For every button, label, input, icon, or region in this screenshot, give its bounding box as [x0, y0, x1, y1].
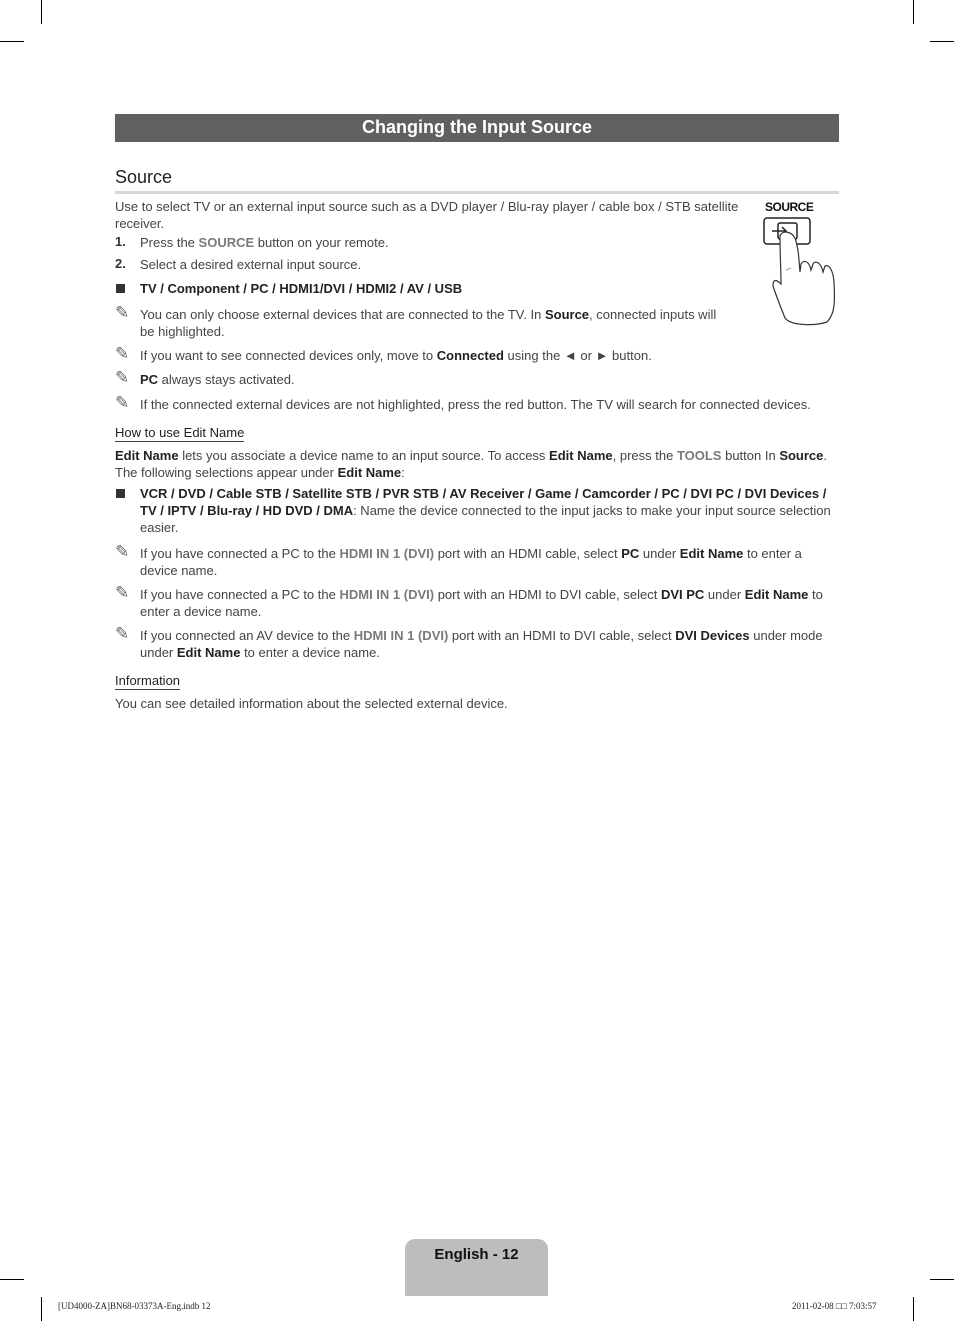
crop-mark [930, 1279, 954, 1280]
note-icon: ✎ [115, 583, 130, 602]
print-slug-left: [UD4000-ZA]BN68-03373A-Eng.indb 12 [58, 1301, 211, 1311]
crop-mark [913, 0, 914, 24]
subheading-edit-name: How to use Edit Name [115, 425, 245, 440]
note-text: If the connected external devices are not highlighted, press the red button. The TV will search for connected devices. [140, 397, 811, 412]
step-pre: Press the [140, 235, 199, 250]
note-text: If you connected an AV device to the HDMI IN 1 (DVI) port with an HDMI to DVI cable, select DVI Devices under mode under Edit Name to enter a device name. [140, 628, 823, 660]
intro-text [115, 198, 738, 232]
step-number: 1. [115, 234, 126, 249]
remote-source-illustration [755, 198, 845, 330]
note-text: If you have connected a PC to the HDMI IN 1 (DVI) port with an HDMI cable, select PC under Edit Name to enter a device name. [140, 546, 802, 578]
edit-name-paragraph: Edit Name lets you associate a device name to an input source. To access Edit Name, press the TOOLS button In Source. The following selections appear under Edit Name: [115, 448, 828, 480]
device-list: VCR / DVD / Cable STB / Satellite STB / PVR STB / AV Receiver / Game / Camcorder / PC / DVI PC / DVI Devices / TV / IPTV / Blu-ray / HD DVD / DMA: Name the device connected to the input jacks to make your input source selection easier. [140, 486, 831, 535]
step-post: button on your remote. [254, 235, 389, 250]
section-title: Source [115, 167, 839, 194]
print-slug-right: 2011-02-08 □□ 7:03:57 [792, 1301, 877, 1311]
crop-mark [0, 1279, 24, 1280]
step-text: Select a desired external input source. [140, 257, 362, 272]
page-title-bar: Changing the Input Source [115, 114, 839, 142]
note-text: If you want to see connected devices only, move to Connected using the ◄ or ► button. [140, 348, 652, 363]
step-text [140, 234, 389, 251]
crop-mark [41, 0, 42, 24]
note-icon: ✎ [115, 344, 130, 363]
source-list: TV / Component / PC / HDMI1/DVI / HDMI2 / AV / USB [140, 281, 463, 296]
bullet-square [116, 489, 125, 498]
remote-source-label: SOURCE [765, 200, 814, 214]
page-number-tab: English - 12 [405, 1239, 548, 1296]
information-text: You can see detailed information about the selected external device. [115, 696, 508, 711]
note-icon: ✎ [115, 368, 130, 387]
subheading-information: Information [115, 673, 181, 688]
note-icon: ✎ [115, 393, 130, 412]
note-text: PC always stays activated. [140, 372, 295, 387]
note-icon: ✎ [115, 542, 130, 561]
note-icon: ✎ [115, 303, 130, 322]
crop-mark [0, 41, 24, 42]
bullet-square [116, 284, 125, 293]
crop-mark [913, 1297, 914, 1321]
intro-line-1: Use to select TV or an external input source such as a DVD player / Blu-ray player / cable box / STB satellite [115, 199, 739, 214]
note-text: You can only choose external devices that are connected to the TV. In Source, connected inputs will be highlighted. [140, 307, 717, 339]
source-key: SOURCE [198, 235, 255, 250]
intro-line-2: receiver. [115, 216, 165, 231]
step-number: 2. [115, 256, 126, 271]
crop-mark [41, 1297, 42, 1321]
note-icon: ✎ [115, 624, 130, 643]
crop-mark [930, 41, 954, 42]
note-text: If you have connected a PC to the HDMI IN 1 (DVI) port with an HDMI to DVI cable, select DVI PC under Edit Name to enter a device name. [140, 587, 823, 619]
finger-pressing-button-icon [755, 198, 845, 330]
